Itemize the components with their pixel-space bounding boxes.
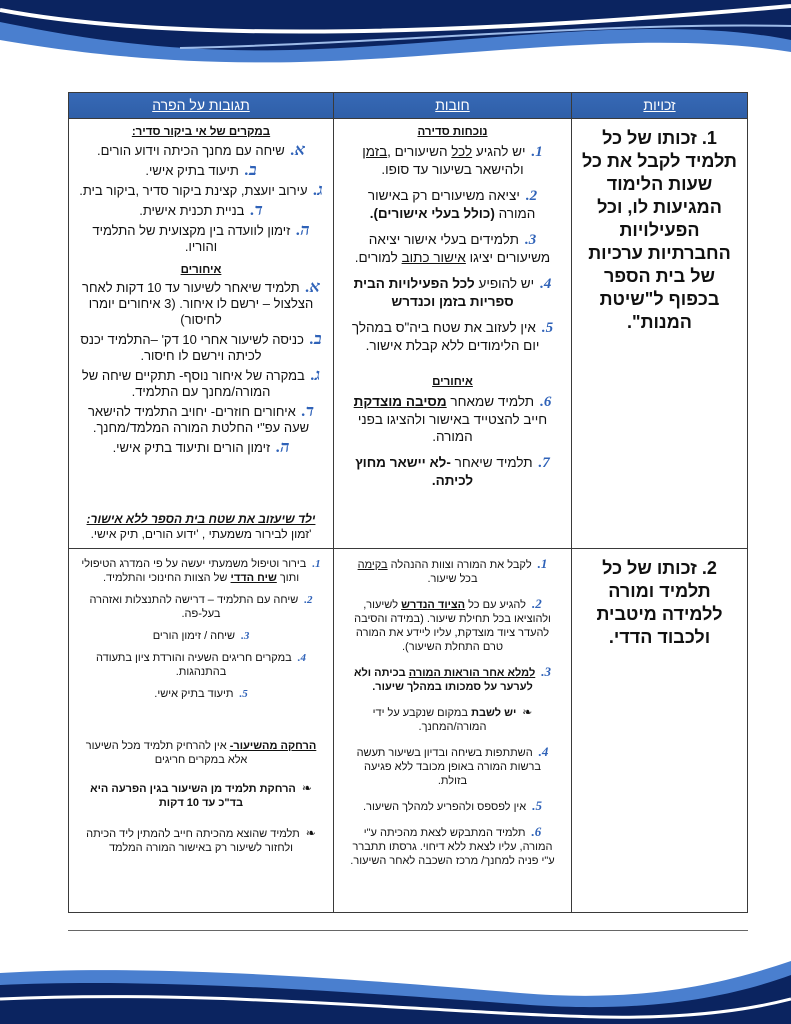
item-number: ג. [310, 367, 321, 384]
text-run: שיחה / זימון הורים [152, 630, 236, 642]
text-run: כניסה לשיעור אחרי 10 דק' –התלמיד יכנס לכיתה וירשם לו חיסור. [80, 332, 304, 363]
text-run: להגיע עם כל [465, 599, 527, 611]
text-run: במקרים חריגים השעיה והורדת ציון בתעודה בהתנהגות. [96, 652, 292, 678]
text-run: תיעוד בתיק אישי. [154, 688, 234, 700]
rules-table [68, 92, 748, 913]
list-item [78, 629, 324, 643]
bottom-wave-decoration [0, 955, 791, 1024]
responses-cell-2 [68, 549, 333, 913]
item-number: א. [305, 279, 320, 296]
text-run: תלמידים בעלי אישור יציאה משיעורים יציגו [368, 232, 551, 265]
text-run: לכל [451, 144, 473, 159]
list-item [78, 557, 324, 585]
text-run: 'זמון לבירור משמעתי , 'ידוע הורים, תיק אישי. [90, 527, 312, 541]
list-item [78, 440, 324, 456]
list-item [78, 163, 324, 179]
list-item [348, 799, 557, 814]
item-number: 3. [524, 232, 537, 248]
text-run: אין לעזוב את שטח ביה"ס במהלך יום הלימודים ללא קבלת אישור. [351, 320, 540, 353]
text-run: עירוב יועצת, קצינת ביקור סדיר ,ביקור בית. [79, 183, 308, 198]
text-run: אישור כתוב [401, 250, 466, 265]
item-number: ה. [296, 222, 310, 239]
text-run: למלא אחר הוראות המורה [408, 667, 536, 679]
text-run: בניית תכנית אישית. [139, 203, 245, 218]
list-item [78, 404, 324, 436]
text-run: השיעורים , [387, 144, 452, 159]
item-number: 4. [297, 652, 306, 664]
item-number: 7. [538, 455, 550, 471]
text-run: תלמיד שהוצא מהכיתה חייב להמתין ליד הכיתה ולחזור לשיעור רק באישור המורה המלמד [86, 828, 300, 854]
header-rights: זכויות [643, 97, 676, 113]
header-duties: חובות [435, 97, 470, 113]
list-item [78, 593, 324, 621]
section-heading: איחורים [432, 376, 473, 388]
text-run: בכיתה ולא לערער על סמכותו במהלך שיעור. [354, 667, 533, 693]
text-run: תלמיד שמאחר [446, 394, 535, 409]
top-wave-decoration [0, 0, 791, 70]
list-item [348, 557, 557, 586]
list-item [78, 651, 324, 679]
item-number: 1. [531, 144, 543, 160]
list-item [78, 183, 324, 199]
section-heading: איחורים [180, 264, 222, 276]
item-number: ב. [309, 331, 322, 348]
section-heading: נוכחות סדירה [417, 126, 488, 138]
item-number: 2. [532, 596, 542, 611]
list-item [348, 275, 557, 310]
list-item [348, 665, 557, 694]
item-number: א. [290, 142, 306, 159]
item-number: 5. [541, 320, 554, 336]
item-number: 1. [312, 558, 321, 570]
item-number: 5. [239, 688, 248, 700]
text-run: מסיבה מוצדקת [353, 394, 447, 409]
text-run: חייב להצטייד באישור ולהציגו בפני המורה. [357, 412, 548, 444]
text-run: ולהישאר בשיעור עד סופו. [381, 162, 524, 177]
list-item [78, 280, 324, 328]
right-number: 2. [701, 558, 717, 578]
text-run: בזמן [362, 144, 388, 159]
duties-cell-2 [333, 549, 571, 913]
list-item [348, 745, 557, 788]
text-run: ילד שיעזוב את שטח בית הספר ללא אישור: [86, 512, 316, 526]
list-item [348, 825, 557, 868]
item-number: 3. [541, 664, 551, 679]
fleuron-icon [300, 828, 316, 840]
item-number: 2. [525, 188, 538, 204]
item-number: ד. [301, 403, 315, 420]
header-cell-responses [68, 93, 333, 119]
list-item [348, 393, 557, 445]
text-run: תלמיד שיאחר [450, 455, 533, 470]
right-statement [582, 557, 737, 649]
item-number: ד. [250, 202, 263, 219]
list-item [78, 143, 324, 159]
text-run: הציוד הנדרש [401, 599, 466, 611]
text-run: (כולל בעלי אישורים). [369, 206, 495, 221]
header-cell-rights [571, 93, 747, 119]
item-number: 4. [538, 744, 549, 759]
list-item [78, 332, 324, 364]
text-run: שיחה עם התלמיד – דרישה להתנצלות ואזהרה בעל-פה. [89, 594, 299, 620]
list-item [348, 231, 557, 266]
text-run: לכל הפעילויות הבית ספריות בזמן וכנדרש [353, 276, 514, 309]
text-run: יציאה משיעורים רק באישור המורה [367, 188, 536, 221]
text-run: שיחה עם מחנך הכיתה וידוע הורים. [96, 143, 285, 158]
item-number: 3. [241, 630, 250, 642]
list-item [348, 187, 557, 222]
text-run: יש להגיע [472, 144, 526, 159]
fleuron-icon [516, 707, 532, 719]
item-number: 6. [540, 394, 552, 410]
text-run: זימון לוועדה בין מקצועית של התלמיד והוריו. [92, 223, 291, 254]
text-run: לקבל את המורה וצוות ההנהלה [387, 559, 532, 571]
item-number: ה. [276, 439, 290, 456]
right-text: זכותו של כל תלמיד ומורה ללמידה מיטבית ולכבוד הדדי. [596, 558, 723, 647]
responses-cell-1 [68, 119, 333, 549]
text-run: השתתפות בשיחה ובדיון בשיעור תעשה ברשות המורה באופן מכובד ללא פגיעה בזולת. [356, 747, 541, 787]
text-run: של הצוות החינוכי והתלמיד. [102, 572, 231, 584]
list-item [348, 143, 557, 178]
text-run: שיח הדדי [230, 572, 277, 584]
list-item [78, 368, 324, 400]
text-run: במקרה של איחור נוסף- תתקיים שיחה של המורה/מחנך עם התלמיד. [81, 368, 305, 399]
bullet-item [78, 826, 324, 855]
right-statement [582, 127, 737, 334]
item-number: 6. [531, 824, 542, 839]
item-number: 1. [537, 556, 548, 571]
list-item [348, 319, 557, 354]
footer-rule [68, 930, 748, 931]
text-run: יש להופיע [474, 276, 535, 291]
item-number: ג. [313, 182, 323, 199]
list-item [78, 223, 324, 255]
text-run: בירור וטיפול משמעתי יעשה על פי המדרג הטיפולי ותוך [81, 558, 307, 584]
text-run: אין לפספס ולהפריע למהלך השיעור. [363, 801, 527, 813]
header-responses: תגובות על הפרה [152, 97, 250, 113]
bullet-item [78, 781, 324, 810]
item-number: 2. [304, 594, 313, 606]
text-run: בכל שיעור. [427, 573, 478, 585]
bullet-item [348, 705, 557, 734]
text-run: יש לשבת [471, 707, 517, 719]
item-number: ב. [244, 162, 257, 179]
text-run: במקום שנקבע על ידי המורה/המחנך. [372, 707, 487, 733]
text-run: הרחקה מהשיעור- [229, 740, 317, 752]
text-run: הרחקת תלמיד מן השיעור בגין הפרעה היא בד"כ עד 10 דקות [90, 783, 296, 809]
text-run: בקימה [357, 559, 388, 571]
text-run: למורים. [354, 250, 402, 265]
text-run: תיעוד בתיק אישי. [145, 163, 239, 178]
item-number: 4. [540, 276, 552, 292]
list-item [78, 687, 324, 701]
right-number: 1. [701, 128, 717, 148]
text-run: איחורים חוזרים- יחויב התלמיד להישאר שעה עפ"י החלטת המורה המלמד/מחנך. [87, 404, 310, 435]
note-paragraph [78, 512, 324, 542]
fleuron-icon [296, 783, 312, 795]
text-run: זימון הורים ותיעוד בתיק אישי. [112, 440, 271, 455]
list-item [348, 454, 557, 489]
note-paragraph [78, 739, 324, 767]
text-run: -לא יישאר מחוץ לכיתה. [355, 455, 474, 488]
right-text: זכותו של כל תלמיד לקבל את כל שעות הלימוד המגיעות לו, וכל הפעילויות החברתיות ערכיות של בית הספר בכפוף ל"שיטת המנות". [582, 128, 737, 332]
section-heading: במקרים של אי ביקור סדיר: [131, 126, 271, 138]
list-item [348, 597, 557, 654]
rights-cell-2 [571, 549, 747, 913]
text-run: תלמיד שיאחר לשיעור עד 10 דקות לאחר הצלצול – ירשם לו איחור. (3 איחורים יומרו לחיסור) [82, 280, 314, 327]
text-run: לשיעור, ולהוציאו בכל תחילת שיעור. (במידה והסיבה להעדר ציוד מוצדקת, עליו ליידע את המורה טרם התחלת השיעור). [354, 599, 551, 653]
duties-cell-1 [333, 119, 571, 549]
header-cell-duties [333, 93, 571, 119]
item-number: 5. [532, 798, 542, 813]
text-run: תלמיד המתבקש לצאת מהכיתה ע"י המורה, עליו לצאת ללא דיחוי. גרסתו תתברר ע"י פניה למחנך/ מרכז השכבה לאחר השיעור. [350, 827, 555, 867]
rights-cell-1 [571, 119, 747, 549]
text-run: אין להרחיק תלמיד מכל השיעור אלא במקרים חריגים [85, 740, 248, 766]
list-item [78, 203, 324, 219]
